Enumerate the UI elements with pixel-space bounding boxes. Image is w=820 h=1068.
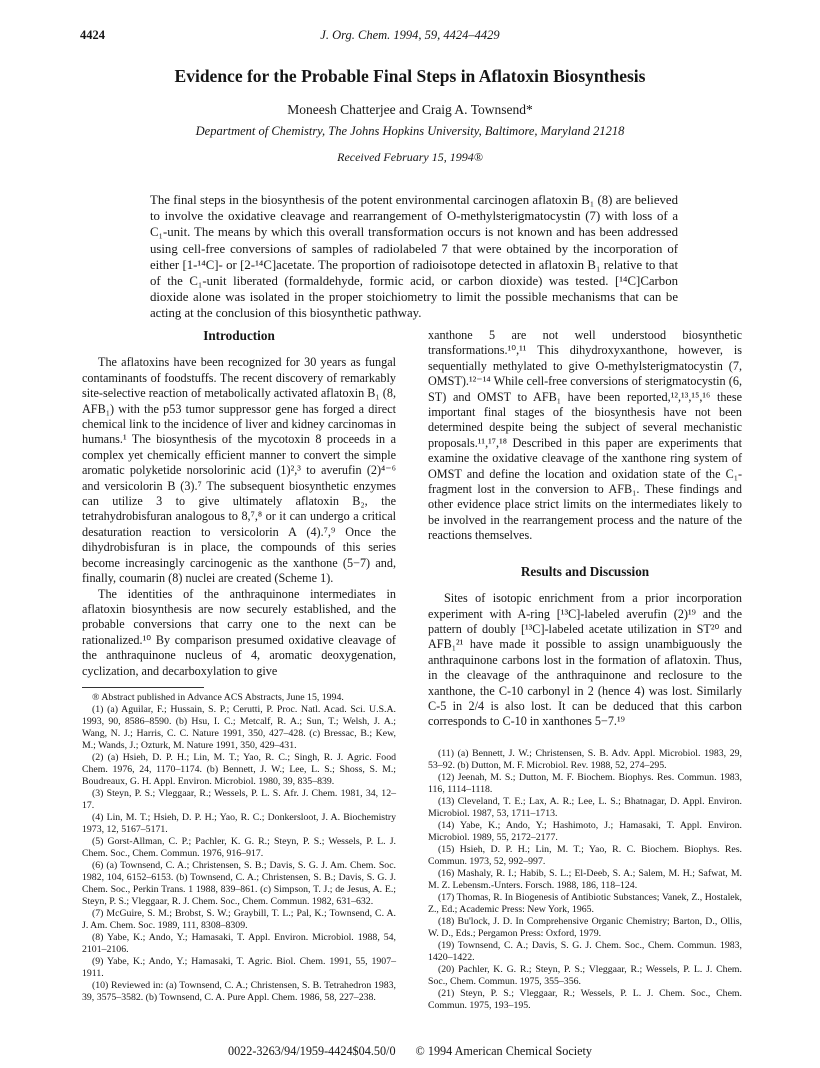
intro-continued-paragraph: xanthone 5 are not well understood biosynthetic transformations.¹⁰,¹¹ This dihydroxyxanthone, however, is sequentially methylated to give O-methylsterigmatocystin (7, OMST).¹²⁻¹⁴ While cell-free conversions of sterigmatocystin (6, ST) and OMST to AFB₁ have been reported,¹²,¹³,¹⁵,¹⁶ these important final stages of the biosynthesis have not been determined despite being the subject of several mechanistic proposals.¹¹,¹⁷,¹⁸ Described in this paper are experiments that examine the oxidative cleavage of the xanthone ring system of OMST and define the location and oxidation state of the C₁-fragment lost in the conversion to AFB₁. These findings and other evidence place strict limits on the intermediates likely to be involved in the rearrangement process and the nature of the reactions themselves.	[428, 328, 742, 543]
footnote: (10) Reviewed in: (a) Townsend, C. A.; Christensen, S. B. Tetrahedron 1983, 39, 3575–3582. (b) Townsend, C. A. Pure Appl. Chem. 1986, 58, 227–238.	[82, 979, 396, 1003]
footnote: (17) Thomas, R. In Biogenesis of Antibiotic Substances; Vanek, Z., Hostalek, Z., Ed.; Academic Press: New York, 1965.	[428, 891, 742, 915]
footnote: (1) (a) Aguilar, F.; Hussain, S. P.; Cerutti, P. Proc. Natl. Acad. Sci. U.S.A. 1993, 90, 8586–8590. (b) Hsu, I. C.; Metcalf, R. A.; Sun, T.; Welsh, J. A.; Wang, N. J.; Harris, C. C. Nature 1991, 350, 427–428. (c) Bressac, B.; Kew, M.; Wands, J.; Ozturk, M. Nature 1991, 350, 429–431.	[82, 703, 396, 751]
page-number: 4424	[80, 28, 105, 42]
journal-citation: J. Org. Chem. 1994, 59, 4424–4429	[320, 28, 500, 42]
footnote: ® Abstract published in Advance ACS Abstracts, June 15, 1994.	[92, 691, 344, 703]
footnote: (9) Yabe, K.; Ando, Y.; Hamasaki, T. Agric. Biol. Chem. 1991, 55, 1907–1911.	[82, 955, 396, 979]
footnote: (19) Townsend, C. A.; Davis, S. G. J. Chem. Soc., Chem. Commun. 1983, 1420–1422.	[428, 939, 742, 963]
abstract: The final steps in the biosynthesis of the potent environmental carcinogen aflatoxin B₁ (8) are believed to involve the oxidative cleavage and rearrangement of O-methylsterigmatocystin (7) with loss of a C₁-unit. The means by which this overall transformation occurs is not known and has been addressed using cell-free conversions of samples of radiolabeled 7 that were obtained by the incorporation of either [1-¹⁴C]- or [2-¹⁴C]acetate. The proportion of radioisotope detected in aflatoxin B₁ relative to that of the C₁-unit liberated (formaldehyde, formic acid, or carbon dioxide) was tested. [¹⁴C]Carbon dioxide alone was isolated in the proper stoichiometry to limit the possible mechanisms that can be acting at the conclusion of this biosynthetic pathway.	[150, 193, 678, 321]
left-footnotes	[82, 692, 396, 1004]
footnote: (15) Hsieh, D. P. H.; Lin, M. T.; Yao, R. C. Biochem. Biophys. Res. Commun. 1973, 52, 992–997.	[428, 843, 742, 867]
affiliation: Department of Chemistry, The Johns Hopkins University, Baltimore, Maryland 21218	[195, 124, 625, 138]
footnote: (8) Yabe, K.; Ando, Y.; Hamasaki, T. Appl. Environ. Microbiol. 1988, 54, 2101–2106.	[82, 931, 396, 955]
footnote: (18) Bu'lock, J. D. In Comprehensive Organic Chemistry; Barton, D., Ollis, W. D., Eds.; Pergamon Press: Oxford, 1979.	[428, 915, 742, 939]
right-footnotes	[428, 748, 742, 1012]
left-column	[82, 328, 396, 1004]
intro-paragraph-2: The identities of the anthraquinone intermediates in aflatoxin biosynthesis are now securely established, and the probable conversions that carry one to the next can be rationalized.¹⁰ By comparison presumed oxidative cleavage of the anthraquinone nucleus of 4, aromatic deoxygenation, cyclization, and decarboxylation to give	[82, 586, 396, 678]
footnote: (13) Cleveland, T. E.; Lax, A. R.; Lee, L. S.; Bhatnagar, D. Appl. Environ. Microbiol. 1987, 53, 1711–1713.	[428, 795, 742, 819]
received-date: Received February 15, 1994®	[337, 150, 483, 164]
copyright: © 1994 American Chemical Society	[415, 1044, 593, 1058]
footnote: (2) (a) Hsieh, D. P. H.; Lin, M. T.; Yao, R. C.; Singh, R. J. Agric. Food Chem. 1976, 24, 1170–1174. (b) Bennett, J. W.; Lee, L. S.; Shoss, S. M.; Boudreaux, G. H. Appl. Environ. Microbiol. 1980, 39, 835–839.	[82, 751, 396, 787]
footnote: (12) Jeenah, M. S.; Dutton, M. F. Biochem. Biophys. Res. Commun. 1983, 116, 1114–1118.	[428, 771, 742, 795]
article-code: 0022-3263/94/1959-4424$04.50/0	[227, 1044, 396, 1058]
footnote: (11) (a) Bennett, J. W.; Christensen, S. B. Adv. Appl. Microbiol. 1983, 29, 53–92. (b) Dutton, M. F. Microbiol. Rev. 1988, 52, 274–295.	[428, 747, 742, 771]
page-footer	[0, 1044, 820, 1059]
footnote: (7) McGuire, S. M.; Brobst, S. W.; Graybill, T. L.; Pal, K.; Townsend, C. A. J. Am. Chem. Soc. 1989, 111, 8308–8309.	[82, 907, 396, 931]
results-paragraph: Sites of isotopic enrichment from a prior incorporation experiment with A-ring [¹³C]-labeled averufin (2)¹⁹ and the pattern of doubly [¹³C]-labeled acetate utilization in ST²⁰ and AFB₁²¹ have made it possible to assign unambiguously the anthraquinone carbons lost in the formation of aflatoxin. Thus, in the cleavage of the anthraquinone and reclosure to the xanthone, the C-10 carbonyl in 2 (hence 4) was lost. Similarly C-5 in 2/4 is also lost. It can be deduced that this carbon corresponds to C-10 in xanthones 5−7.¹⁹	[428, 591, 742, 729]
footnote: (4) Lin, M. T.; Hsieh, D. P. H.; Yao, R. C.; Donkersloot, J. A. Biochemistry 1973, 12, 5167–5171.	[82, 811, 396, 835]
footnote: (21) Steyn, P. S.; Vleggaar, R.; Wessels, P. L. J. Chem. Soc., Chem. Commun. 1975, 193–195.	[428, 987, 742, 1011]
section-title-results: Results and Discussion	[520, 563, 650, 579]
footnote: (6) (a) Townsend, C. A.; Christensen, S. B.; Davis, S. G. J. Am. Chem. Soc. 1982, 104, 6152–6153. (b) Townsend, C. A.; Christensen, S. B.; Davis, S. G. J. Chem. Soc., Perkin Trans. 1 1988, 839–861. (c) Simpson, T. J.; de Jesus, A. E.; Steyn, P. S.; Vleggaar, R. J. Chem. Soc., Chem. Commun. 1982, 631–632.	[82, 859, 396, 907]
right-column	[428, 328, 742, 1012]
article-title: Evidence for the Probable Final Steps in Aflatoxin Biosynthesis	[174, 66, 646, 86]
footnote: (3) Steyn, P. S.; Vleggaar, R.; Wessels, P. L. S. Afr. J. Chem. 1981, 34, 12–17.	[82, 787, 396, 811]
footnote: (16) Mashaly, R. I.; Habib, S. L.; El-Deeb, S. A.; Salem, M. H.; Safwat, M. M. Z. Lebensm.-Unters. Forsch. 1988, 186, 118–124.	[428, 867, 742, 891]
intro-paragraph-1: The aflatoxins have been recognized for 30 years as fungal contaminants of foodstuffs. The recent discovery of remarkably site-selective reaction of metabolically activated aflatoxin B₁ (8, AFB₁) with the p53 tumor suppressor gene has forged a direct chemical link to the incidence of liver and kidney carcinomas in humans.¹ The biosynthesis of the mycotoxin 8 proceeds in a complex yet chemically efficient manner to convert the simple aromatic polyketide norsolorinic acid (1)²,³ to averufin (2)⁴⁻⁶ and versicolorin B (3).⁷ The subsequent biosynthetic enzymes can utilize 3 to give ultimately aflatoxin B₂, the tetrahydrobisfuran analogous to 8,⁷,⁸ or it can undergo a critical desaturation reaction to versicolorin A (4).⁷,⁹ Once the dihydrobisfuran is in place, the compounds of this series become increasingly carcinogenic as the xanthone (5−7) and, finally, coumarin (8) nuclei are created (Scheme 1).	[82, 355, 396, 586]
section-title-introduction: Introduction	[203, 328, 275, 343]
footnote: (20) Pachler, K. G. R.; Steyn, P. S.; Vleggaar, R.; Wessels, P. L. J. Chem. Soc., Chem. Commun. 1975, 355–356.	[428, 963, 742, 987]
footnote: (14) Yabe, K.; Ando, Y.; Hashimoto, J.; Hamasaki, T. Appl. Environ. Microbiol. 1989, 55, 2172–2177.	[428, 819, 742, 843]
footnote-divider	[82, 687, 204, 688]
authors: Moneesh Chatterjee and Craig A. Townsend*	[287, 102, 533, 117]
footnote: (5) Gorst-Allman, C. P.; Pachler, K. G. R.; Steyn, P. S.; Wessels, P. L. J. Chem. Soc., Chem. Commun. 1976, 916–917.	[82, 835, 396, 859]
